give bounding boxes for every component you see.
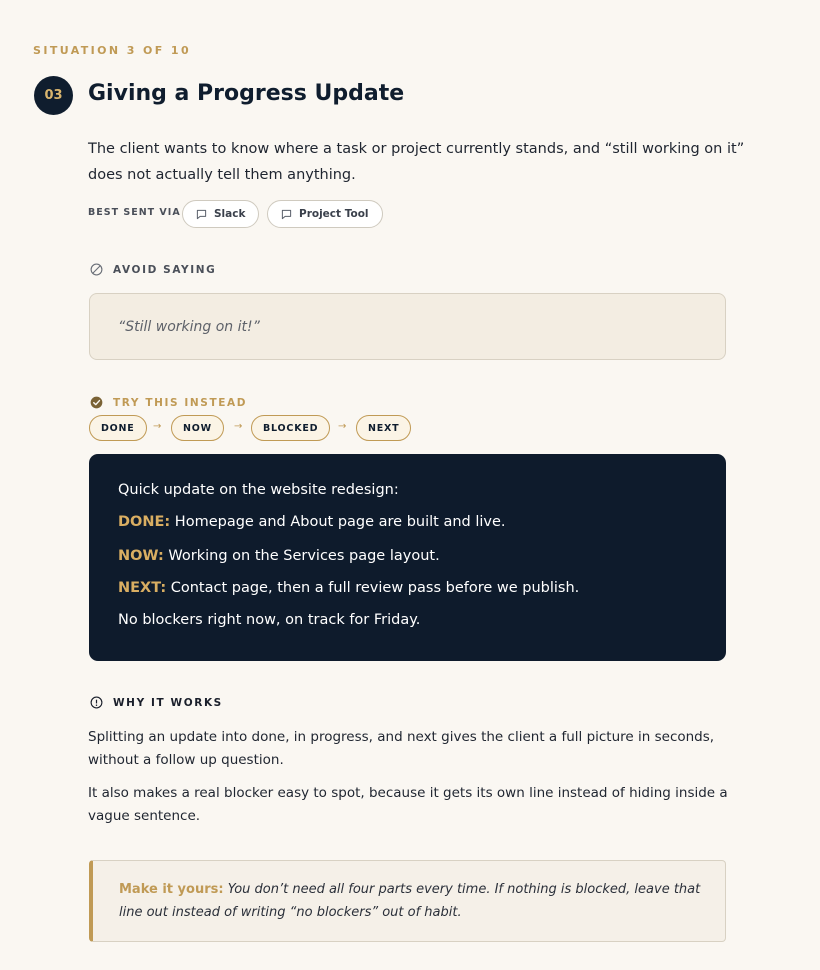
message-line-next xyxy=(118,580,579,596)
step-arrow: → xyxy=(153,421,162,432)
why-it-works-heading xyxy=(90,696,223,709)
message-key: NEXT: xyxy=(118,580,167,596)
message-line-now xyxy=(118,548,440,564)
avoid-saying-label: AVOID SAYING xyxy=(113,263,217,276)
step-arrow: → xyxy=(234,421,243,432)
channel-pill-slack[interactable] xyxy=(182,200,259,228)
avoid-quote: “Still working on it!” xyxy=(118,318,260,335)
try-this-instead-label: TRY THIS INSTEAD xyxy=(113,396,248,409)
chat-bubble-icon xyxy=(196,209,207,220)
prohibited-icon xyxy=(90,263,103,276)
best-sent-via-label: BEST SENT VIA xyxy=(88,207,181,218)
page-title: Giving a Progress Update xyxy=(88,81,405,106)
step-done: DONE xyxy=(89,415,147,441)
channel-pill-label: Slack xyxy=(214,208,246,220)
message-intro: Quick update on the website redesign: xyxy=(118,482,399,498)
tip-text: You don’t need all four parts every time. If nothing is blocked, leave that line out instead of writing “no blockers” out of habit. xyxy=(119,882,701,920)
why-paragraph: It also makes a real blocker easy to spot, because it gets its own line instead of hiding inside a vague sentence. xyxy=(88,785,728,824)
check-circle-icon xyxy=(90,396,103,409)
step-blocked: BLOCKED xyxy=(251,415,330,441)
situation-number-badge: 03 xyxy=(34,76,73,115)
why-paragraph: Splitting an update into done, in progress, and next gives the client a full picture in seconds, without a follow up question. xyxy=(88,729,715,768)
why-it-works-label: WHY IT WORKS xyxy=(113,696,223,709)
try-this-instead-heading xyxy=(90,396,247,409)
situation-counter: SITUATION 3 OF 10 xyxy=(33,44,192,57)
info-circle-icon xyxy=(90,696,103,709)
avoid-quote-box xyxy=(89,293,726,360)
channel-pill-label: Project Tool xyxy=(299,208,369,220)
tip-lead: Make it yours: xyxy=(119,882,224,897)
situation-description: The client wants to know where a task or project currently stands, and “still working on it” does not actually tell them anything. xyxy=(88,141,745,183)
step-next: NEXT xyxy=(356,415,411,441)
message-closing: No blockers right now, on track for Friday. xyxy=(118,612,421,628)
message-text: Working on the Services page layout. xyxy=(163,548,440,564)
message-line-done xyxy=(118,514,506,530)
chat-bubble-icon xyxy=(281,209,292,220)
channel-pill-project-tool[interactable] xyxy=(267,200,383,228)
example-message-box xyxy=(89,454,726,661)
step-now: NOW xyxy=(171,415,224,441)
message-text: Contact page, then a full review pass before we publish. xyxy=(166,580,580,596)
message-key: NOW: xyxy=(118,548,164,564)
message-key: DONE: xyxy=(118,514,171,530)
step-arrow: → xyxy=(338,421,347,432)
make-it-yours-tip xyxy=(89,860,726,942)
avoid-saying-heading xyxy=(90,263,216,276)
message-text: Homepage and About page are built and live. xyxy=(170,514,506,530)
